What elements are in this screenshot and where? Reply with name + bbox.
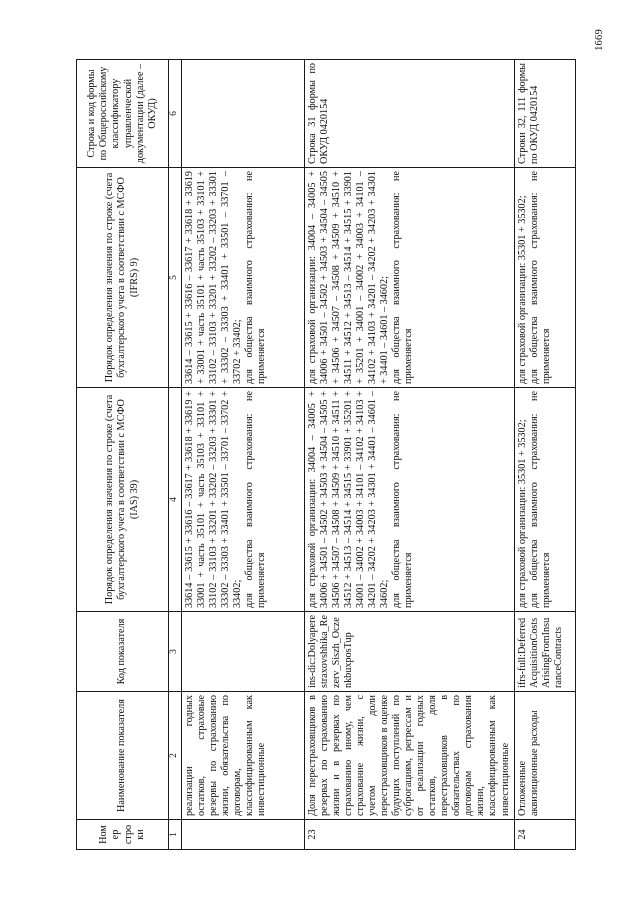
header-indicator-code: Код показателя [77,612,169,692]
column-number: 6 [169,60,182,168]
ias39-formula: 33614 – 33615 + 33616 – 33617 + 33618 + 33619 + 33001 + часть 35101 + часть 35103 + 33101 + 33102 – 33103 + 33201 + 33202 – 33203 + 33301 + 33302 – 33303 + 33401 + 33501 – 33701 – 33702 + 33402; [184,391,244,608]
table-header-row [77,60,169,850]
indicator-code: ins-dic:Dolyaperestraxovshhika_Rezerv_Siszh_OczenkbuxposTup [305,612,515,692]
indicator-table [76,59,576,850]
table-row [182,60,305,850]
ias39-formula: для страховой организации: 34004 – 34005 + 34006 + 34501 – 34502 + 34503 + 34504 – 34505 + 34506 + 34507 – 34508 + 34509 + 34510 + 34511 + 34512 + 34513 – 34514 + 34515 + 33901 + 35201 + 34001 – 34002 + 34003 + 34101 – 34102 + 34103 + 34201 – 34202 + 34203 + 34301 + 34401 – 34601 – 34602; [307,391,391,608]
column-number-row [169,60,182,850]
rotated-table-container [76,60,564,850]
okud-reference: Строка 31 формы по ОКУД 0420154 [305,60,515,168]
indicator-code [182,612,305,692]
ifrs9-procedure [305,168,515,388]
indicator-code: ifrs-full:DeferredAcquisitionCostsArisingFromInsuranceContracts [514,612,575,692]
ifrs9-note: для общества взаимного страхования: не применяется [528,171,552,384]
column-number: 3 [169,612,182,692]
header-row-number: Номер строки [77,820,169,850]
ifrs9-note: для общества взаимного страхования: не применяется [244,171,268,384]
ias39-note: для общества взаимного страхования: не применяется [244,391,268,608]
column-number: 5 [169,168,182,388]
ias39-procedure [305,388,515,612]
row-number: 24 [514,820,575,850]
row-number [182,820,305,850]
ifrs9-formula: для страховой организации: 34004 – 34005 + 34006 + 34501 – 34502 + 34503 + 34504 – 34505 + 34506 + 34507 – 34508 + 34509 + 34510 + 34511 + 34512 + 34513 – 34514 + 34515 + 33901 + 35201 + 34001 – 34002 + 34003 + 34101 – 34102 + 34103 + 34201 – 34202 + 34203 + 34301 + 34401 – 34601 – 34602; [307,171,391,384]
ifrs9-procedure [182,168,305,388]
header-ias39-procedure: Порядок определения значения по строке (счета бухгалтерского учета в соответствии с МСФО (IAS) 39) [77,388,169,612]
header-okud-reference: Строка и код формы по Общероссийскому классификатору управленческой документации (далее – ОКУД) [77,60,169,168]
ias39-procedure [514,388,575,612]
ias39-note: для общества взаимного страхования: не применяется [528,391,552,608]
header-indicator-name: Наименование показателя [77,692,169,820]
ifrs9-formula: 33614 – 33615 + 33616 – 33617 + 33618 + 33619 + 33001 + часть 35101 + часть 35103 + 33101 + 33102 – 33103 + 33201 + 33202 – 33203 + 33301 + 33302 – 33303 + 33401 + 33501 – 33701 – 33702 + 33402; [184,171,244,384]
row-number: 23 [305,820,515,850]
okud-reference: Строки 32, 111 формы по ОКУД 0420154 [514,60,575,168]
indicator-name: реализации годных остатков, страховые резервы по страхованию жизни, обязательства по договорам, классифицированным как инвестиционные [182,692,305,820]
table-row [514,60,575,850]
column-number: 2 [169,692,182,820]
okud-reference [182,60,305,168]
column-number: 1 [169,820,182,850]
column-number: 4 [169,388,182,612]
page-number: 1669 [594,29,605,51]
ifrs9-formula: для страховой организации: 35301 + 35302; [516,195,528,384]
header-ifrs9-procedure: Порядок определения значения по строке (счета бухгалтерского учета в соответствии с МСФО (IFRS) 9) [77,168,169,388]
ias39-formula: для страховой организации: 35301 + 35302; [516,419,528,608]
table-row [305,60,515,850]
indicator-name: Доля перестраховщиков в резервах по страхованию жизни и в резервах по страхованию иному, чем страхование жизни, с учетом доли перестраховщиков в оценке будущих поступлений по суброгациям, регрессам и от реализации годных остатков, доля перестраховщиков в обязательствах по договорам страхования жизни, классифицированным как инвестиционные [305,692,515,820]
ias39-procedure [182,388,305,612]
ifrs9-procedure [514,168,575,388]
ifrs9-note: для общества взаимного страхования: не применяется [391,171,415,384]
ias39-note: для общества взаимного страхования: не применяется [391,391,415,608]
indicator-name: Отложенные аквизиционные расходы [514,692,575,820]
